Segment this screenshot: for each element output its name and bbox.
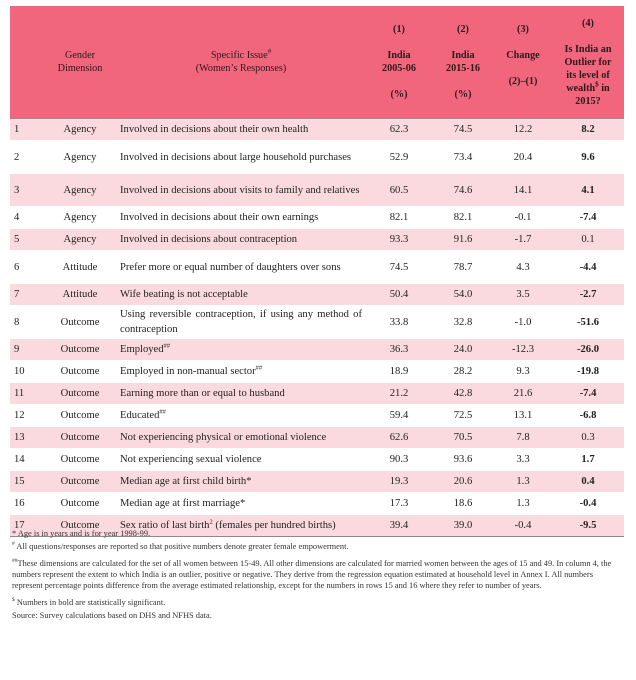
- india-2015-value: 74.6: [432, 174, 494, 207]
- outlier-value: -6.8: [552, 405, 624, 427]
- issue-text: Not experiencing physical or emotional violence: [120, 432, 327, 443]
- outlier-value: 9.6: [552, 141, 624, 174]
- issue-text: Educated: [120, 410, 160, 421]
- outlier-value: 0.4: [552, 471, 624, 493]
- issue-text: Sex ratio of last birth: [120, 520, 210, 531]
- gender-dimension-cell: Outcome: [44, 339, 116, 361]
- table-row: [10, 306, 624, 339]
- table-row: [10, 229, 624, 251]
- india-2005-value: 50.4: [366, 284, 432, 306]
- issue-text: Median age at first marriage*: [120, 498, 246, 509]
- row-number: 13: [10, 427, 44, 449]
- row-number: 12: [10, 405, 44, 427]
- outlier-value: -7.4: [552, 207, 624, 229]
- row-number: 5: [10, 229, 44, 251]
- change-value: -0.1: [494, 207, 552, 229]
- outlier-value: 8.2: [552, 119, 624, 141]
- row-number: 15: [10, 471, 44, 493]
- outlier-value: 0.3: [552, 427, 624, 449]
- india-2005-value: 82.1: [366, 207, 432, 229]
- gender-dimension-cell: Attitude: [44, 251, 116, 284]
- india-2005-value: 62.3: [366, 119, 432, 141]
- india-2005-value: 19.3: [366, 471, 432, 493]
- row-number: 7: [10, 284, 44, 306]
- change-value: 7.8: [494, 427, 552, 449]
- india-2015-value: 74.5: [432, 119, 494, 141]
- row-number: 8: [10, 306, 44, 339]
- issue-text: Employed: [120, 344, 164, 355]
- issue-text: Earning more than or equal to husband: [120, 388, 285, 399]
- table-row: [10, 207, 624, 229]
- gender-dimension-cell: Outcome: [44, 471, 116, 493]
- issue-text: Wife beating is not acceptable: [120, 289, 248, 300]
- issue-text-suffix: (females per hundred births): [212, 520, 336, 531]
- gender-dimension-cell: Outcome: [44, 383, 116, 405]
- change-value: 4.3: [494, 251, 552, 284]
- change-value: 13.1: [494, 405, 552, 427]
- outlier-value: -2.7: [552, 284, 624, 306]
- specific-issue-cell: [116, 306, 366, 339]
- india-2005-value: 17.3: [366, 493, 432, 515]
- change-value: 3.5: [494, 284, 552, 306]
- row-number: 11: [10, 383, 44, 405]
- note-dimensions: ##These dimensions are calculated for the set of all women between 15-49. All other dimensions are calculated for married women between the ages of 15 and 49. In column 4, the numbers represent the extent to which India is an outlier, positive or negative. They derive from the regression equation estimated at household level in Annex I. All numbers represent percentage points difference from the average estimated relationship, except for the numbers in rows 15 and 16 where they refer to number of years.: [12, 558, 612, 590]
- row-number: 1: [10, 119, 44, 141]
- change-value: -0.4: [494, 515, 552, 537]
- table-row: [10, 383, 624, 405]
- india-2015-value: 39.0: [432, 515, 494, 537]
- issue-text: Using reversible contraception, if using any method of contraception: [120, 309, 362, 335]
- header-change: (3) Change (2)–(1): [494, 6, 552, 119]
- outlier-value: -0.4: [552, 493, 624, 515]
- specific-issue-cell: [116, 251, 366, 284]
- india-2015-value: 82.1: [432, 207, 494, 229]
- table-body: [10, 119, 624, 537]
- note-bold: $ Numbers in bold are statistically significant.: [12, 597, 166, 607]
- india-2015-value: 73.4: [432, 141, 494, 174]
- table-row: [10, 361, 624, 383]
- india-2005-value: 90.3: [366, 449, 432, 471]
- change-value: 9.3: [494, 361, 552, 383]
- table-row: [10, 119, 624, 141]
- note-source: Source: Survey calculations based on DHS and NFHS data.: [12, 611, 212, 620]
- gender-dimension-cell: Outcome: [44, 405, 116, 427]
- gender-dimension-cell: Agency: [44, 229, 116, 251]
- india-2005-value: 33.8: [366, 306, 432, 339]
- change-value: 1.3: [494, 471, 552, 493]
- change-value: -1.0: [494, 306, 552, 339]
- india-2015-value: 32.8: [432, 306, 494, 339]
- issue-text: Not experiencing sexual violence: [120, 454, 262, 465]
- issue-footnote-marker: ##: [163, 342, 171, 350]
- issue-text: Employed in non-manual sector: [120, 366, 256, 377]
- india-2005-value: 52.9: [366, 141, 432, 174]
- table-row: [10, 493, 624, 515]
- change-value: 3.3: [494, 449, 552, 471]
- row-number: 2: [10, 141, 44, 174]
- outlier-value: -9.5: [552, 515, 624, 537]
- india-2015-value: 54.0: [432, 284, 494, 306]
- header-gender-dimension: Gender Dimension: [44, 6, 116, 119]
- gender-dimension-cell: Agency: [44, 119, 116, 141]
- issue-text: Involved in decisions about large household purchases: [120, 151, 352, 163]
- change-value: 1.3: [494, 493, 552, 515]
- issue-footnote-marker: ##: [159, 408, 166, 416]
- outlier-value: -51.6: [552, 306, 624, 339]
- india-2005-value: 62.6: [366, 427, 432, 449]
- row-number: 4: [10, 207, 44, 229]
- header-specific-issue: Specific Issue# (Women’s Responses): [116, 6, 366, 119]
- india-2015-value: 91.6: [432, 229, 494, 251]
- change-value: -12.3: [494, 339, 552, 361]
- issue-text: Involved in decisions about their own earnings: [120, 212, 319, 223]
- india-2015-value: 24.0: [432, 339, 494, 361]
- issue-text: Median age at first child birth*: [120, 476, 252, 487]
- india-2015-value: 93.6: [432, 449, 494, 471]
- issue-footnote-marker: ##: [255, 364, 263, 372]
- india-2015-value: 28.2: [432, 361, 494, 383]
- india-2015-value: 72.5: [432, 405, 494, 427]
- header-india-2015: (2) India 2015-16 (%): [432, 6, 494, 119]
- table-row: [10, 449, 624, 471]
- row-number: 14: [10, 449, 44, 471]
- table-header-row: [10, 6, 624, 119]
- gender-dimension-cell: Attitude: [44, 284, 116, 306]
- outlier-value: 4.1: [552, 174, 624, 207]
- outlier-value: 1.7: [552, 449, 624, 471]
- specific-issue-cell: [116, 405, 366, 427]
- table-notes: [12, 528, 620, 627]
- india-2015-value: 42.8: [432, 383, 494, 405]
- india-2005-value: 21.2: [366, 383, 432, 405]
- table-row: [10, 174, 624, 207]
- gender-dimension-cell: Outcome: [44, 449, 116, 471]
- table-row: [10, 339, 624, 361]
- change-value: 14.1: [494, 174, 552, 207]
- india-2015-value: 78.7: [432, 251, 494, 284]
- specific-issue-cell: [116, 174, 366, 207]
- row-number: 3: [10, 174, 44, 207]
- header-number: [10, 6, 44, 119]
- specific-issue-cell: [116, 383, 366, 405]
- row-number: 17: [10, 515, 44, 537]
- issue-footnote-marker: 2: [209, 518, 213, 526]
- india-2005-value: 59.4: [366, 405, 432, 427]
- specific-issue-cell: [116, 471, 366, 493]
- issue-text: Involved in decisions about contraception: [120, 234, 298, 245]
- table-row: [10, 471, 624, 493]
- specific-issue-cell: [116, 493, 366, 515]
- gender-dimension-cell: Outcome: [44, 515, 116, 537]
- gender-dimension-cell: Agency: [44, 174, 116, 207]
- specific-issue-cell: [116, 119, 366, 141]
- india-2005-value: 93.3: [366, 229, 432, 251]
- table-row: [10, 251, 624, 284]
- row-number: 9: [10, 339, 44, 361]
- gender-dimension-cell: Outcome: [44, 427, 116, 449]
- gender-dimension-cell: Outcome: [44, 306, 116, 339]
- specific-issue-cell: [116, 207, 366, 229]
- change-value: 12.2: [494, 119, 552, 141]
- outlier-value: -4.4: [552, 251, 624, 284]
- header-india-2005: (1) India 2005-06 (%): [366, 6, 432, 119]
- gender-dimension-cell: Outcome: [44, 361, 116, 383]
- gender-indicators-table: [10, 6, 624, 537]
- specific-issue-cell: [116, 427, 366, 449]
- india-2015-value: 70.5: [432, 427, 494, 449]
- specific-issue-cell: [116, 141, 366, 174]
- table-row: [10, 427, 624, 449]
- note-age: * Age is in years and is for year 1998-99.: [12, 529, 151, 538]
- issue-text: Involved in decisions about their own health: [120, 124, 309, 135]
- note-questions: # All questions/responses are reported so that positive numbers denote greater female empowerment.: [12, 541, 349, 551]
- issue-text: Prefer more or equal number of daughters over sons: [120, 261, 341, 273]
- specific-issue-cell: [116, 284, 366, 306]
- india-2005-value: 39.4: [366, 515, 432, 537]
- india-2005-value: 74.5: [366, 251, 432, 284]
- table-row: [10, 284, 624, 306]
- outlier-value: -7.4: [552, 383, 624, 405]
- table-row: [10, 405, 624, 427]
- row-number: 6: [10, 251, 44, 284]
- specific-issue-cell: [116, 339, 366, 361]
- gender-dimension-cell: Agency: [44, 207, 116, 229]
- gender-dimension-cell: Outcome: [44, 493, 116, 515]
- outlier-value: -26.0: [552, 339, 624, 361]
- india-2005-value: 36.3: [366, 339, 432, 361]
- row-number: 10: [10, 361, 44, 383]
- specific-issue-cell: [116, 361, 366, 383]
- table-row: [10, 141, 624, 174]
- india-2015-value: 18.6: [432, 493, 494, 515]
- change-value: 20.4: [494, 141, 552, 174]
- specific-issue-cell: [116, 449, 366, 471]
- header-outlier: (4) Is India an Outlier for its level of wealth$ in 2015?: [552, 6, 624, 119]
- issue-text: Involved in decisions about visits to family and relatives: [120, 184, 360, 196]
- specific-issue-cell: [116, 229, 366, 251]
- row-number: 16: [10, 493, 44, 515]
- change-value: 21.6: [494, 383, 552, 405]
- gender-dimension-cell: Agency: [44, 141, 116, 174]
- outlier-value: -19.8: [552, 361, 624, 383]
- outlier-value: 0.1: [552, 229, 624, 251]
- india-2015-value: 20.6: [432, 471, 494, 493]
- india-2005-value: 60.5: [366, 174, 432, 207]
- india-2005-value: 18.9: [366, 361, 432, 383]
- change-value: -1.7: [494, 229, 552, 251]
